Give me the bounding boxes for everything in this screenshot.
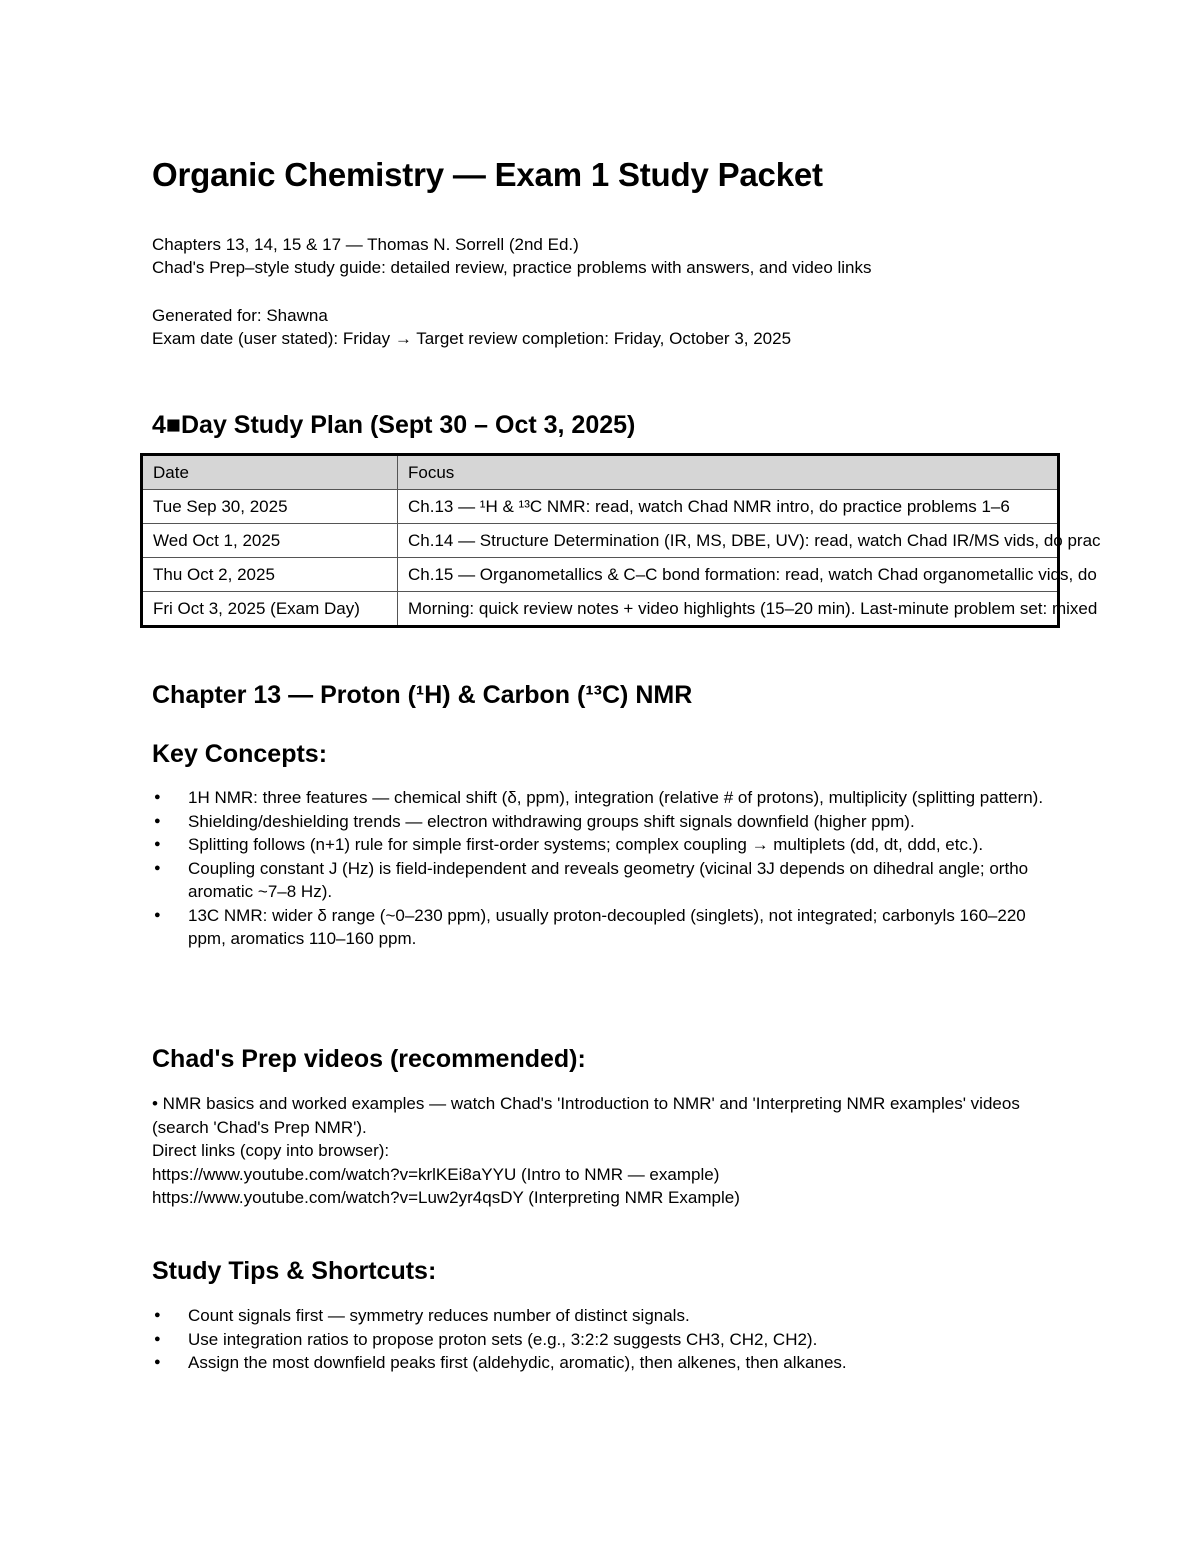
row-date: Fri Oct 3, 2025 (Exam Day) bbox=[142, 592, 398, 627]
row-focus: Ch.15 — Organometallics & C–C bond formation: read, watch Chad organometallic vids, do bbox=[398, 558, 1059, 592]
subtitle-block bbox=[152, 233, 872, 279]
list-item-text: Coupling constant J (Hz) is field-independent and reveals geometry (vicinal 3J depends on dihedral angle; ortho aromatic ~7–8 Hz). bbox=[188, 858, 1029, 901]
exam-date: Exam date (user stated): Friday → Target review completion: Friday, October 3, 2025 bbox=[152, 329, 792, 348]
column-header-date: Date bbox=[142, 455, 398, 490]
list-item bbox=[152, 904, 1052, 951]
study-plan-table bbox=[140, 453, 1101, 628]
study-plan-heading: 4■Day Study Plan (Sept 30 – Oct 3, 2025) bbox=[152, 411, 636, 439]
generation-info bbox=[152, 304, 791, 350]
table-row bbox=[142, 524, 1059, 558]
list-item bbox=[152, 833, 1052, 857]
bullet-icon: ● bbox=[154, 838, 161, 850]
key-concepts-list bbox=[152, 786, 1052, 951]
bullet-icon: ● bbox=[154, 814, 161, 827]
list-item-text: Assign the most downfield peaks first (aldehydic, aromatic), then alkenes, then alkanes. bbox=[188, 1353, 847, 1372]
videos-section bbox=[152, 1092, 1032, 1210]
table-header-row bbox=[142, 455, 1059, 490]
direct-links-label: Direct links (copy into browser): bbox=[152, 1141, 390, 1160]
list-item-text: 13C NMR: wider δ range (~0–230 ppm), usually proton-decoupled (singlets), not integrated; carbonyls 160–220 ppm, aromatics 110–160 ppm. bbox=[188, 905, 1026, 948]
subtitle-chapters: Chapters 13, 14, 15 & 17 — Thomas N. Sorrell (2nd Ed.) bbox=[152, 235, 579, 254]
videos-intro: • NMR basics and worked examples — watch Chad's 'Introduction to NMR' and 'Interpreting NMR examples' videos (search 'Chad's Prep NMR'). bbox=[152, 1094, 1020, 1137]
bullet-icon: ● bbox=[154, 1332, 161, 1345]
table-row bbox=[142, 558, 1059, 592]
list-item-text: Use integration ratios to propose proton sets (e.g., 3:2:2 suggests CH3, CH2, CH2). bbox=[188, 1329, 818, 1349]
bullet-icon: ● bbox=[154, 1309, 161, 1321]
table-row bbox=[142, 592, 1059, 627]
row-focus: Ch.13 — ¹H & ¹³C NMR: read, watch Chad NMR intro, do practice problems 1–6 bbox=[398, 490, 1059, 524]
list-item bbox=[152, 1328, 1052, 1352]
column-header-focus: Focus bbox=[398, 455, 1059, 490]
list-item bbox=[152, 810, 1052, 834]
row-date: Tue Sep 30, 2025 bbox=[142, 490, 398, 524]
list-item-text: 1H NMR: three features — chemical shift (δ, ppm), integration (relative # of protons), multiplicity (splitting pattern). bbox=[188, 788, 1044, 807]
key-concepts-heading: Key Concepts: bbox=[152, 740, 328, 768]
row-date: Wed Oct 1, 2025 bbox=[142, 524, 398, 558]
list-item bbox=[152, 857, 1052, 904]
document-title: Organic Chemistry — Exam 1 Study Packet bbox=[152, 156, 823, 193]
chapter13-heading: Chapter 13 — Proton (¹H) & Carbon (¹³C) NMR bbox=[152, 681, 693, 709]
generated-for: Generated for: Shawna bbox=[152, 306, 328, 325]
bullet-icon: ● bbox=[154, 861, 161, 874]
video-link-interpreting[interactable]: https://www.youtube.com/watch?v=Luw2yr4qsDY (Interpreting NMR Example) bbox=[152, 1188, 740, 1207]
list-item-text: Splitting follows (n+1) rule for simple first-order systems; complex coupling → multiplets (dd, dt, ddd, etc.). bbox=[188, 835, 984, 854]
video-link-intro[interactable]: https://www.youtube.com/watch?v=krlKEi8aYYU (Intro to NMR — example) bbox=[152, 1164, 720, 1184]
list-item bbox=[152, 1351, 1052, 1375]
list-item-text: Count signals first — symmetry reduces number of distinct signals. bbox=[188, 1306, 690, 1325]
row-focus: Ch.14 — Structure Determination (IR, MS, DBE, UV): read, watch Chad IR/MS vids, do prac bbox=[398, 524, 1059, 558]
subtitle-description: Chad's Prep–style study guide: detailed review, practice problems with answers, and video links bbox=[152, 258, 872, 277]
list-item bbox=[152, 786, 1052, 810]
bullet-icon: ● bbox=[154, 791, 161, 803]
study-tips-list bbox=[152, 1304, 1052, 1375]
list-item-text: Shielding/deshielding trends — electron withdrawing groups shift signals downfield (higher ppm). bbox=[188, 811, 915, 831]
table-row bbox=[142, 490, 1059, 524]
study-tips-heading: Study Tips & Shortcuts: bbox=[152, 1257, 437, 1285]
list-item bbox=[152, 1304, 1052, 1328]
bullet-icon: ● bbox=[154, 1356, 161, 1368]
row-focus: Morning: quick review notes + video highlights (15–20 min). Last-minute problem set: mixed bbox=[398, 592, 1059, 627]
row-date: Thu Oct 2, 2025 bbox=[142, 558, 398, 592]
bullet-icon: ● bbox=[154, 908, 161, 921]
videos-heading: Chad's Prep videos (recommended): bbox=[152, 1045, 586, 1073]
